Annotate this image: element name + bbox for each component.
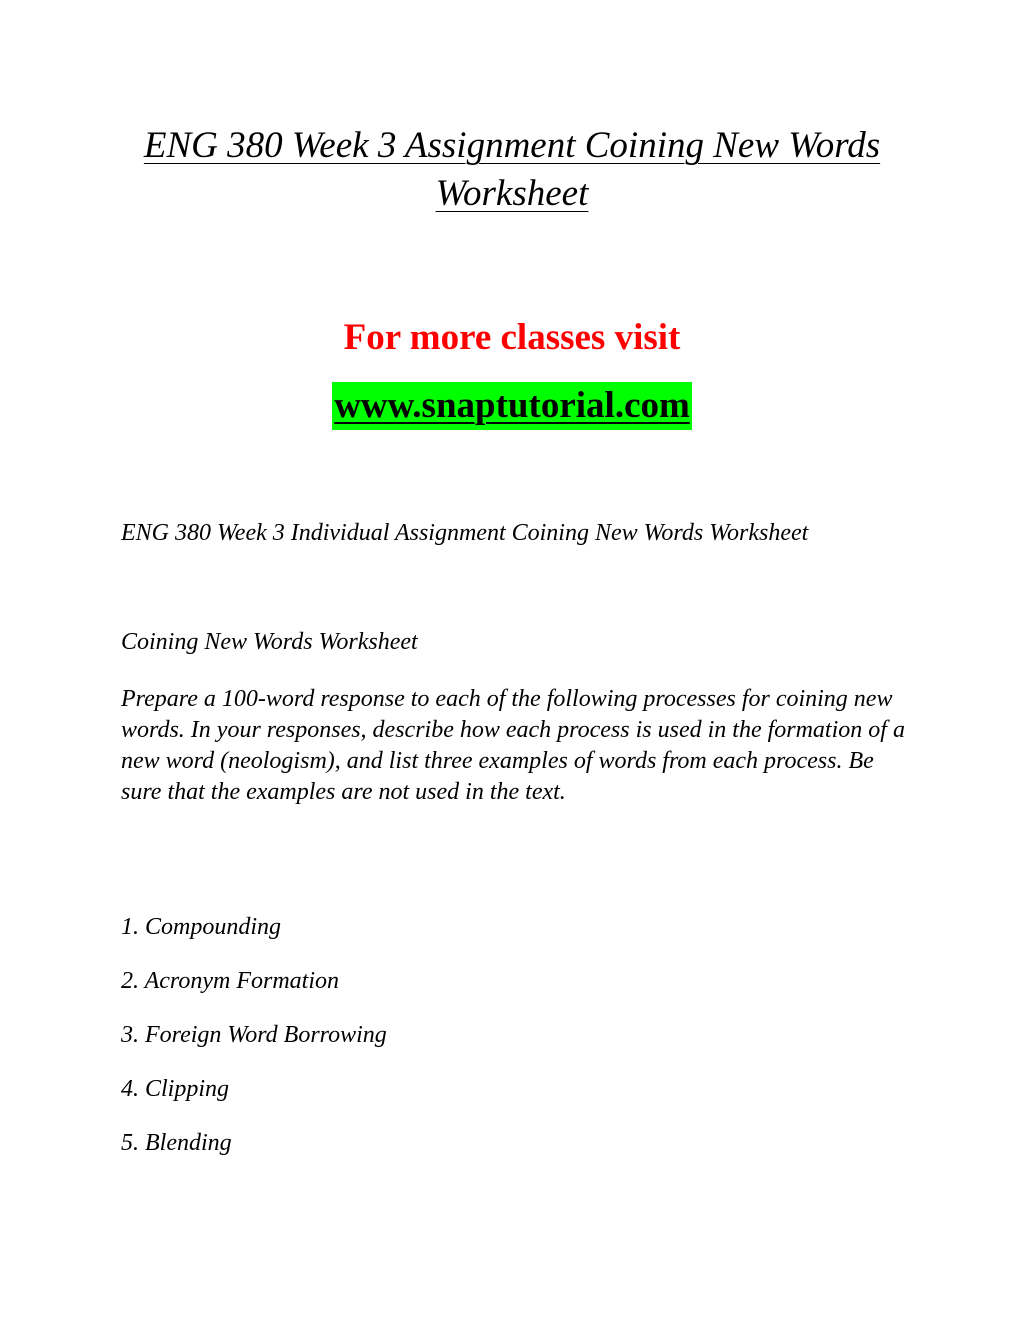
process-list <box>121 912 387 1182</box>
promo-text: For more classes visit <box>343 317 681 358</box>
process-item-acronym-formation: 2. Acronym Formation <box>121 968 339 994</box>
promo-link-container <box>0 382 1024 430</box>
worksheet-heading: Coining New Words Worksheet <box>121 629 418 655</box>
instructions-paragraph: Prepare a 100-word response to each of the following processes for coining new words. In your responses, describe how each process is used in the formation of a new word (neologism), and list three examples of words from each process. Be sure that the examples are not used in the text. <box>121 686 905 805</box>
document-title-line-1: ENG 380 Week 3 Assignment Coining New Words <box>143 125 881 166</box>
process-item-compounding: 1. Compounding <box>121 914 282 940</box>
snaptutorial-link[interactable]: www.snaptutorial.com <box>332 382 692 430</box>
document-title-line-2: Worksheet <box>435 173 589 214</box>
assignment-subtitle: ENG 380 Week 3 Individual Assignment Coining New Words Worksheet <box>121 520 809 546</box>
process-item-foreign-word-borrowing: 3. Foreign Word Borrowing <box>121 1022 387 1048</box>
process-item-clipping: 4. Clipping <box>121 1076 230 1102</box>
process-item-blending: 5. Blending <box>121 1130 232 1156</box>
